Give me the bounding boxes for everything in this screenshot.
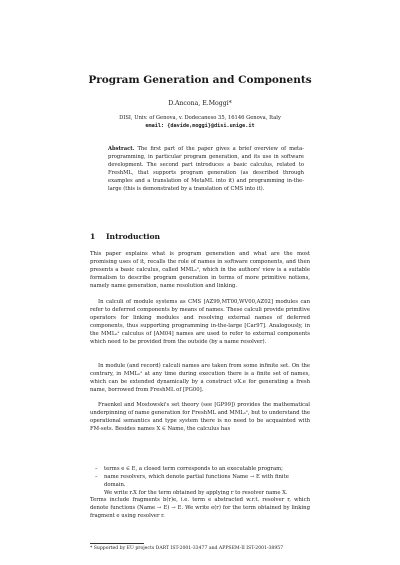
footnote: * Supported by EU projects DART IST-2001-33477 and APPSEM-II IST-2001-38957 [90,546,284,551]
list-item-text: name resolvers, which denote partial functions Name → E with finite domain. [104,474,289,489]
list-item-text: terms e ∈ E, a closed term corresponds to an executable program; [104,466,283,472]
paragraph-4: Fraenkel and Mostowski's set theory (see [GP99]) provides the mathematical underpinning of name generation for FreshML and MMLₙˢ, but to understand the operational semantics and type system there is no need to be acquainted with FM-sets. Besides names X ∈ Name, the calculus has [90,402,310,433]
section-title: Introduction [106,232,161,241]
paragraph-1: This paper explains what is program generation and what are the most promising uses of it, recalls the role of names in software components, and then presents a basic calculus, called MMLₙˢ, which in the authors' view is a suitable formalism to describe program generation in terms of more primitive notions, namely name generation, name resolution and linking. [90,251,310,290]
bullet-list [90,465,310,497]
list-item-continuation: We write r.X for the term obtained by applying r to resolver name X. [104,490,288,497]
paragraph-5: Terms include fragments b(r)e, i.e. term e abstracted w.r.t. resolver r, which denote functions (Name → E) → E. We write e(r) for the term obtained by linking fragment e using resolver r. [90,497,310,520]
section-heading [90,232,160,241]
abstract-text: The first part of the paper gives a brief overview of meta-programming, in particular program generation, and its use in software development. The second part introduces a basic calculus, related to FreshML, that supports program generation (as described through examples and a translation of MetaML into it) and programming in-the-large (this is demonstrated by a translation of CMS into it). [108,146,304,192]
paper-affiliation: DISI, Univ. of Genova, v. Dodecaneso 35, 16146 Genova, Italy [119,115,281,121]
abstract [108,146,304,193]
section-number: 1 [90,232,96,241]
paper-email: email: {davide,moggi}@disi.unige.it [145,123,255,129]
abstract-label: Abstract. [108,146,135,152]
paper-title: Program Generation and Components [88,74,312,86]
footnote-rule [90,543,144,544]
paper-authors: D.Ancona, E.Moggi* [168,100,232,107]
paragraph-3: In module (and record) calculi names are taken from some infinite set. On the contrary, in MMLₙˢ at any time during execution there is a finite set of names, which can be extended dynamically by a construct νX.e for generating a fresh name, borrowed from FreshML of [PG00]. [90,363,310,394]
paragraph-2: In calculi of module systems as CMS [AZ99,MT00,WV00,AZ02] modules can refer to deferred components by means of names. These calculi provide primitive operators for linking modules and resolving external names of deferred components, thus supporting programming in-the-large [Car97]. Analogously, in the MMLₙˢ calculus of [AM04] names are used to refer to external components which need to be provided from the outside (by a name resolver). [90,299,310,346]
list-item [90,465,310,473]
list-dash: – [95,466,98,472]
list-dash: – [95,474,98,481]
list-item [90,473,310,497]
